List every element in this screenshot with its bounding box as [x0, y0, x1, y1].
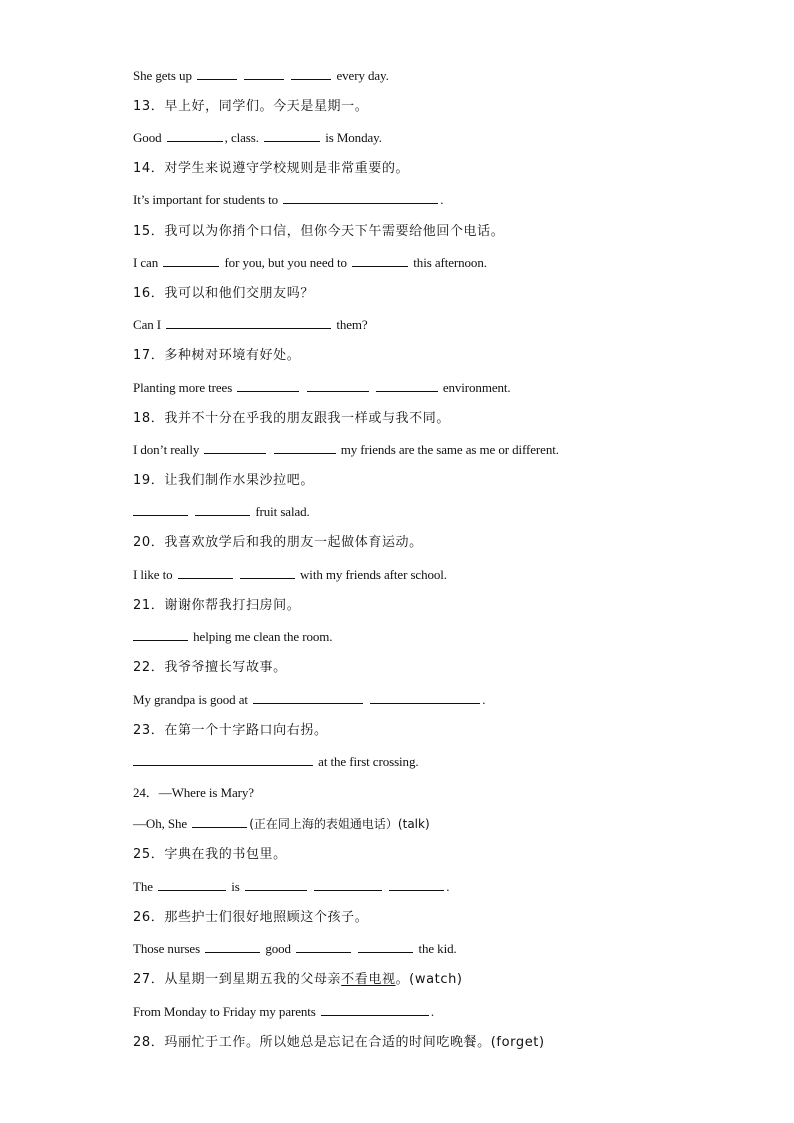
- question-23: 23．在第一个十字路口向右拐。: [133, 723, 328, 738]
- question-13: 13．早上好，同学们。今天是星期一。: [133, 99, 369, 114]
- answer-line-22: [133, 691, 485, 709]
- fill-blank[interactable]: [296, 940, 351, 953]
- answer-line-19: [133, 503, 310, 521]
- fill-blank[interactable]: [166, 316, 331, 329]
- question-underlined-text: 不看电视: [341, 972, 396, 987]
- answer-line-23: [133, 753, 419, 771]
- answer-text: for you, but you need to: [224, 255, 347, 270]
- answer-text: I don’t really: [133, 442, 200, 457]
- answer-line-14: [133, 191, 443, 209]
- fill-blank[interactable]: [158, 878, 226, 891]
- answer-text: , class.: [224, 130, 259, 145]
- fill-blank[interactable]: [204, 441, 266, 454]
- answer-line-18: [133, 441, 559, 459]
- answer-line-17: [133, 379, 511, 397]
- question-text: 。(watch): [395, 972, 463, 987]
- answer-text: My grandpa is good at: [133, 692, 248, 707]
- answer-text: .: [430, 1004, 435, 1019]
- fill-blank[interactable]: [253, 691, 363, 704]
- fill-blank[interactable]: [237, 379, 299, 392]
- question-15: 15．我可以为你捎个口信，但你今天下午需要给他回个电话。: [133, 224, 505, 239]
- answer-line-16: [133, 316, 368, 334]
- question-22: 22．我爷爷擅长写故事。: [133, 660, 287, 675]
- fill-blank[interactable]: [274, 441, 336, 454]
- question-16: 16．我可以和他们交朋友吗？: [133, 286, 314, 301]
- fill-blank[interactable]: [314, 878, 382, 891]
- answer-text: this afternoon.: [413, 255, 487, 270]
- question-24: 24．—Where is Mary?: [133, 785, 254, 800]
- fill-blank[interactable]: [321, 1003, 429, 1016]
- fill-blank[interactable]: [389, 878, 444, 891]
- answer-line-12: [133, 67, 389, 85]
- fill-blank[interactable]: [240, 566, 295, 579]
- question-text: 27．从星期一到星期五我的父母亲: [133, 972, 342, 987]
- question-28: 28．玛丽忙于工作。所以她总是忘记在合适的时间吃晚餐。(forget): [133, 1035, 545, 1050]
- question-25: 25．字典在我的书包里。: [133, 847, 287, 862]
- answer-line-27: [133, 1003, 434, 1021]
- question-19: 19．让我们制作水果沙拉吧。: [133, 473, 314, 488]
- answer-text: at the first crossing.: [318, 754, 419, 769]
- fill-blank[interactable]: [197, 67, 237, 80]
- fill-blank[interactable]: [192, 815, 247, 828]
- answer-text: them?: [336, 317, 368, 332]
- answer-text: Planting more trees: [133, 380, 233, 395]
- answer-text: .: [482, 692, 486, 707]
- fill-blank[interactable]: [244, 67, 284, 80]
- question-14: 14．对学生来说遵守学校规则是非常重要的。: [133, 161, 410, 176]
- fill-blank[interactable]: [291, 67, 331, 80]
- answer-text: From Monday to Friday my parents: [133, 1004, 316, 1019]
- fill-blank[interactable]: [205, 940, 260, 953]
- answer-text: .: [440, 192, 444, 207]
- fill-blank[interactable]: [307, 379, 369, 392]
- fill-blank[interactable]: [245, 878, 307, 891]
- question-26: 26．那些护士们很好地照顾这个孩子。: [133, 910, 369, 925]
- answer-text: The: [133, 879, 153, 894]
- fill-blank[interactable]: [283, 191, 438, 204]
- answer-text: Those nurses: [133, 941, 201, 956]
- answer-line-24: [133, 815, 430, 833]
- fill-blank[interactable]: [370, 691, 480, 704]
- fill-blank[interactable]: [264, 129, 320, 142]
- answer-text: the kid.: [418, 941, 457, 956]
- answer-text: She gets up: [133, 68, 192, 83]
- answer-line-13: [133, 129, 382, 147]
- fill-blank[interactable]: [352, 254, 408, 267]
- answer-text: It’s important for students to: [133, 192, 279, 207]
- question-21: 21．谢谢你帮我打扫房间。: [133, 598, 301, 613]
- fill-blank[interactable]: [133, 753, 313, 766]
- fill-blank[interactable]: [195, 503, 250, 516]
- question-20: 20．我喜欢放学后和我的朋友一起做体育运动。: [133, 535, 423, 550]
- answer-text: environment.: [442, 380, 511, 395]
- answer-text: good: [265, 941, 291, 956]
- answer-text: —Oh, She: [133, 816, 188, 831]
- answer-line-15: [133, 254, 487, 272]
- question-27: [133, 971, 463, 989]
- answer-text: with my friends after school.: [300, 567, 447, 582]
- question-17: 17．多种树对环境有好处。: [133, 348, 301, 363]
- answer-hint: (正在同上海的表姐通电话）(talk): [249, 817, 430, 831]
- fill-blank[interactable]: [163, 254, 219, 267]
- answer-line-21: [133, 628, 332, 646]
- answer-text: I like to: [133, 567, 173, 582]
- answer-text: fruit salad.: [255, 504, 310, 519]
- fill-blank[interactable]: [133, 503, 188, 516]
- answer-text: is: [231, 879, 240, 894]
- fill-blank[interactable]: [133, 628, 188, 641]
- answer-text: helping me clean the room.: [193, 629, 333, 644]
- fill-blank[interactable]: [376, 379, 438, 392]
- answer-text: I can: [133, 255, 159, 270]
- answer-text: .: [446, 879, 450, 894]
- question-18: 18．我并不十分在乎我的朋友跟我一样或与我不同。: [133, 411, 450, 426]
- fill-blank[interactable]: [358, 940, 413, 953]
- answer-line-25: [133, 878, 449, 896]
- answer-line-26: [133, 940, 457, 958]
- fill-blank[interactable]: [178, 566, 233, 579]
- answer-line-20: [133, 566, 447, 584]
- answer-text: is Monday.: [325, 130, 382, 145]
- fill-blank[interactable]: [167, 129, 223, 142]
- answer-text: Can I: [133, 317, 162, 332]
- answer-text: Good: [133, 130, 162, 145]
- answer-text: every day.: [336, 68, 389, 83]
- answer-text: my friends are the same as me or different.: [340, 442, 559, 457]
